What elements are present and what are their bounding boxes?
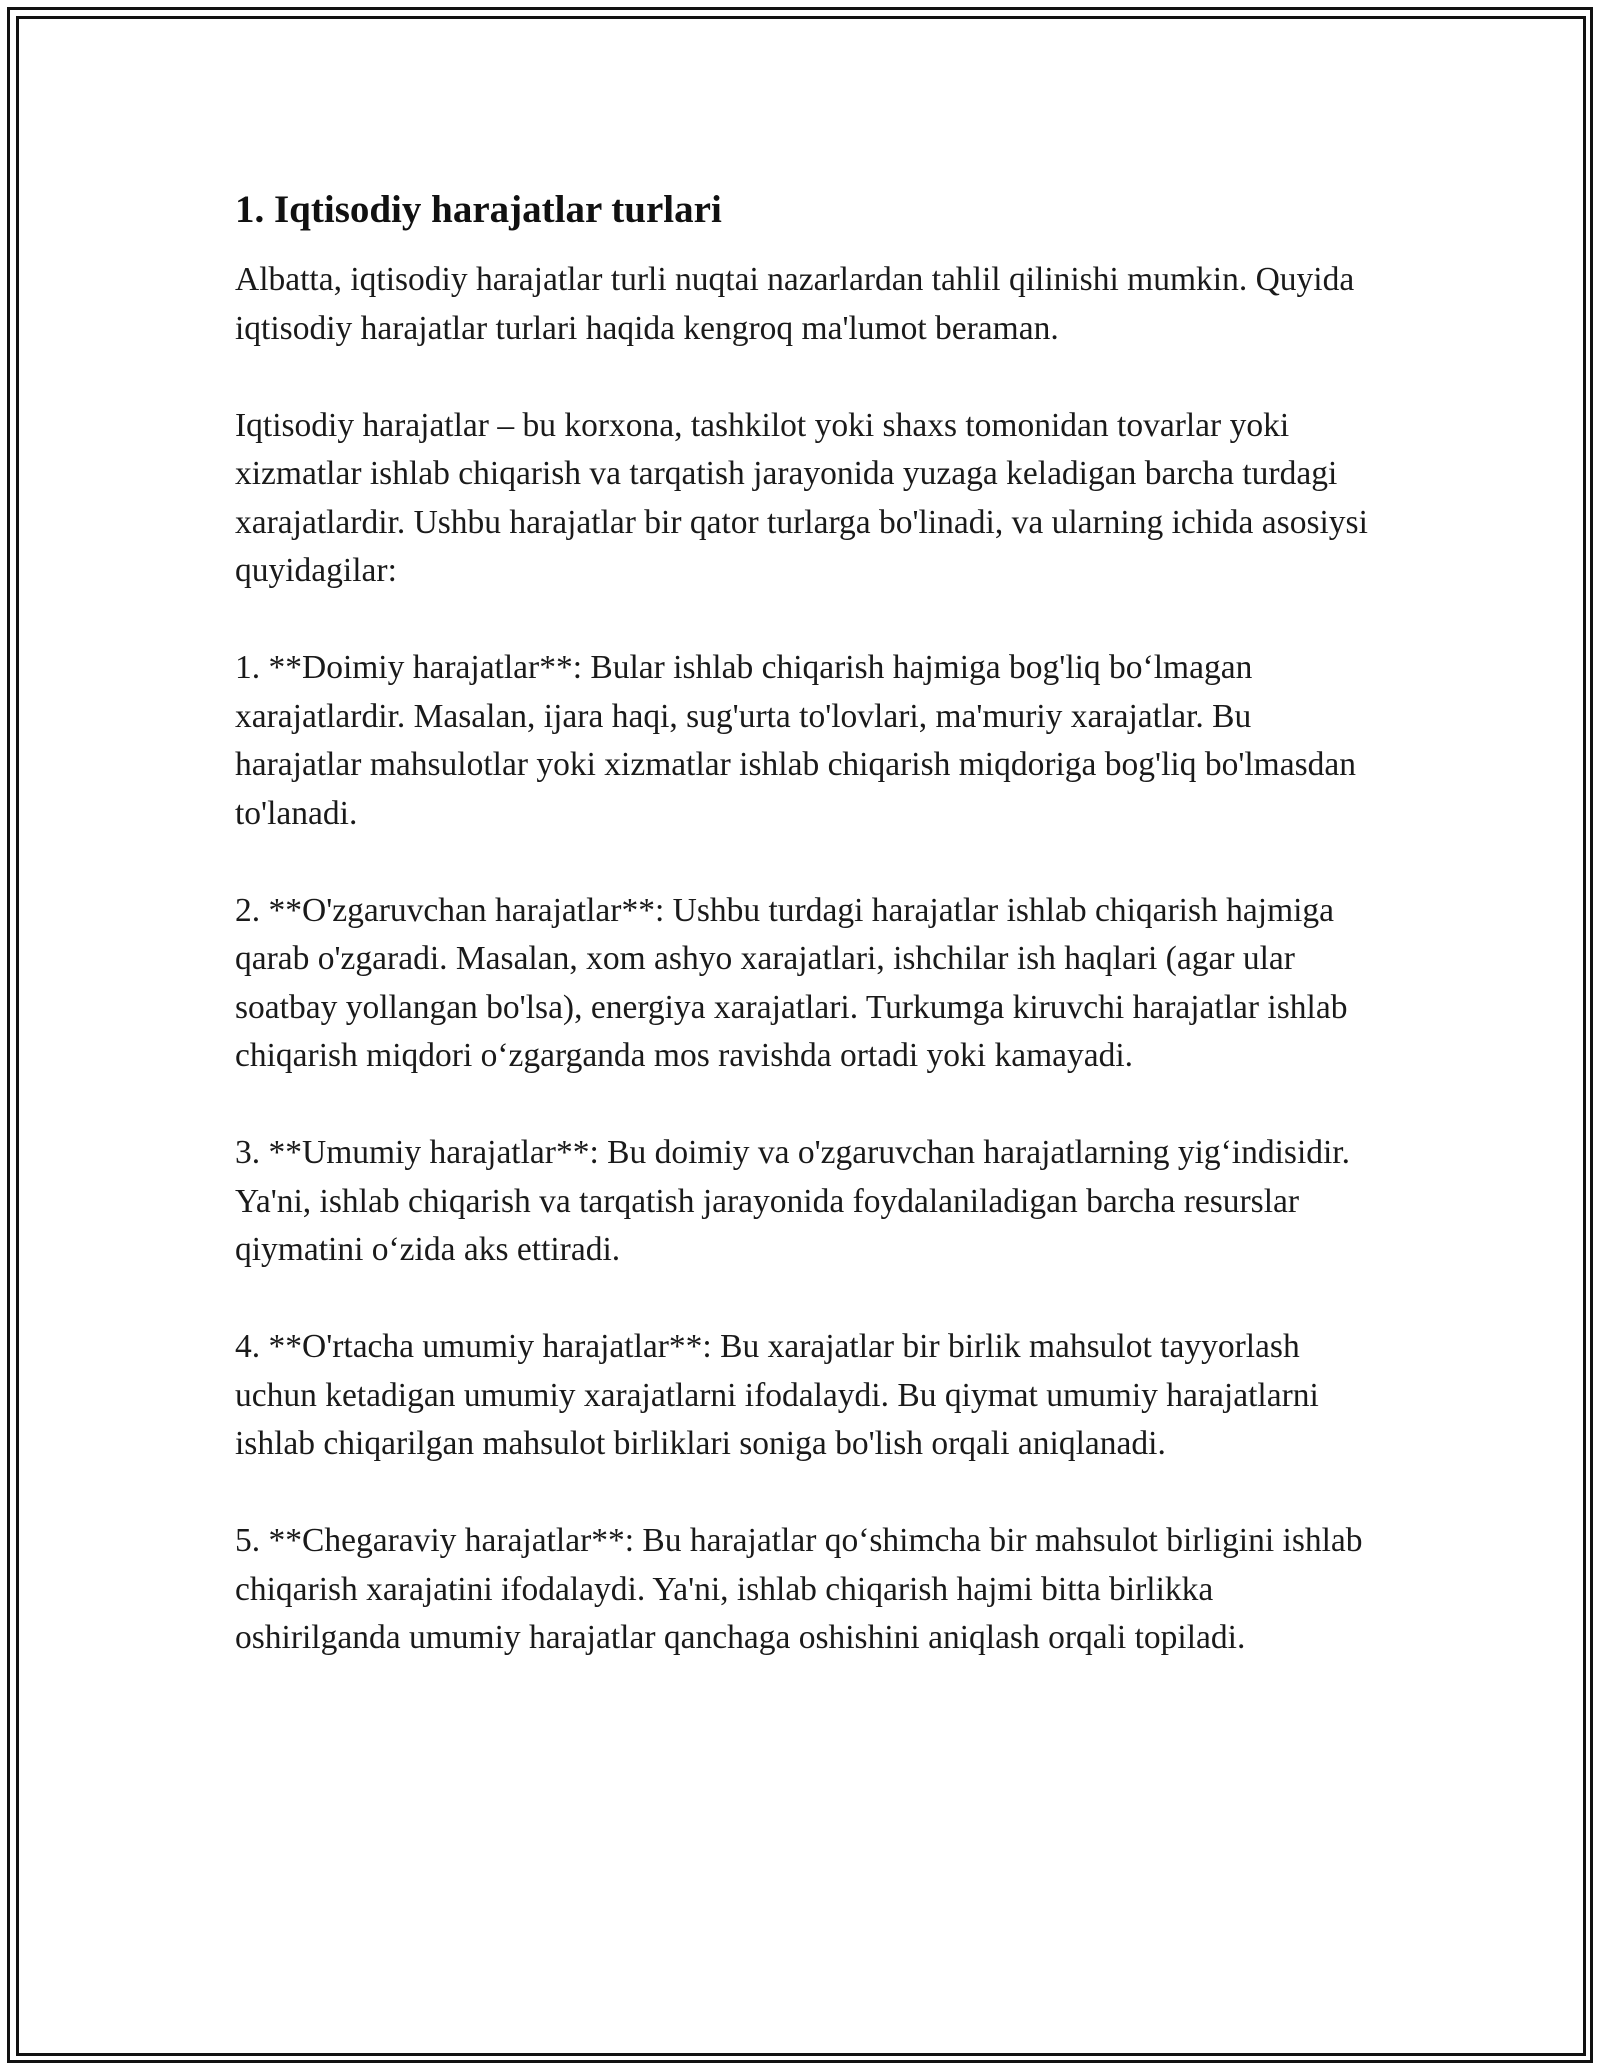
document-body (235, 186, 1375, 1663)
definition-paragraph: Iqtisodiy harajatlar – bu korxona, tashkilot yoki shaxs tomonidan tovarlar yoki xizmatlar ishlab chiqarish va tarqatish jarayonida yuzaga keladigan barcha turdagi xarajatlardir. Ushbu harajatlar bir qator turlarga bo'linadi, va ularning ichida asosiysi quyidagilar: (235, 406, 1368, 589)
list-item-variable-costs: 2. **O'zgaruvchan harajatlar**: Ushbu turdagi harajatlar ishlab chiqarish hajmiga qarab o'zgaradi. Masalan, xom ashyo xarajatlari, ishchilar ish haqlari (agar ular soatbay yollangan bo'lsa), energiya xarajatlari. Turkumga kiruvchi harajatlar ishlab chiqarish miqdori o‘zgarganda mos ravishda ortadi yoki kamayadi. (235, 891, 1348, 1074)
list-item-average-total-costs: 4. **O'rtacha umumiy harajatlar**: Bu xarajatlar bir birlik mahsulot tayyorlash uchun ketadigan umumiy xarajatlarni ifodalaydi. Bu qiymat umumiy harajatlarni ishlab chiqarilgan mahsulot birliklari soniga bo'lish orqali aniqlanadi. (235, 1328, 1319, 1462)
list-item-total-costs: 3. **Umumiy harajatlar**: Bu doimiy va o'zgaruvchan harajatlarning yig‘indisidir. Ya'ni, ishlab chiqarish va tarqatish jarayonida foydalaniladigan barcha resurslar qiymatini o‘zida aks ettiradi. (235, 1134, 1350, 1268)
list-item-marginal-costs: 5. **Chegaraviy harajatlar**: Bu harajatlar qo‘shimcha bir mahsulot birligini ishlab chiqarish xarajatini ifodalaydi. Ya'ni, ishlab chiqarish hajmi bitta birlikka oshirilganda umumiy harajatlar qanchaga oshishini aniqlash orqali topiladi. (235, 1522, 1363, 1656)
intro-paragraph: Albatta, iqtisodiy harajatlar turli nuqtai nazarlardan tahlil qilinishi mumkin. Quyida iqtisodiy harajatlar turlari haqida kengroq ma'lumot beraman. (235, 261, 1355, 347)
list-item-fixed-costs: 1. **Doimiy harajatlar**: Bular ishlab chiqarish hajmiga bog'liq bo‘lmagan xarajatlardir. Masalan, ijara haqi, sug'urta to'lovlari, ma'muriy xarajatlar. Bu harajatlar mahsulotlar yoki xizmatlar ishlab chiqarish miqdoriga bog'liq bo'lmasdan to'lanadi. (235, 649, 1357, 832)
section-heading: 1. Iqtisodiy harajatlar turlari (235, 188, 722, 231)
